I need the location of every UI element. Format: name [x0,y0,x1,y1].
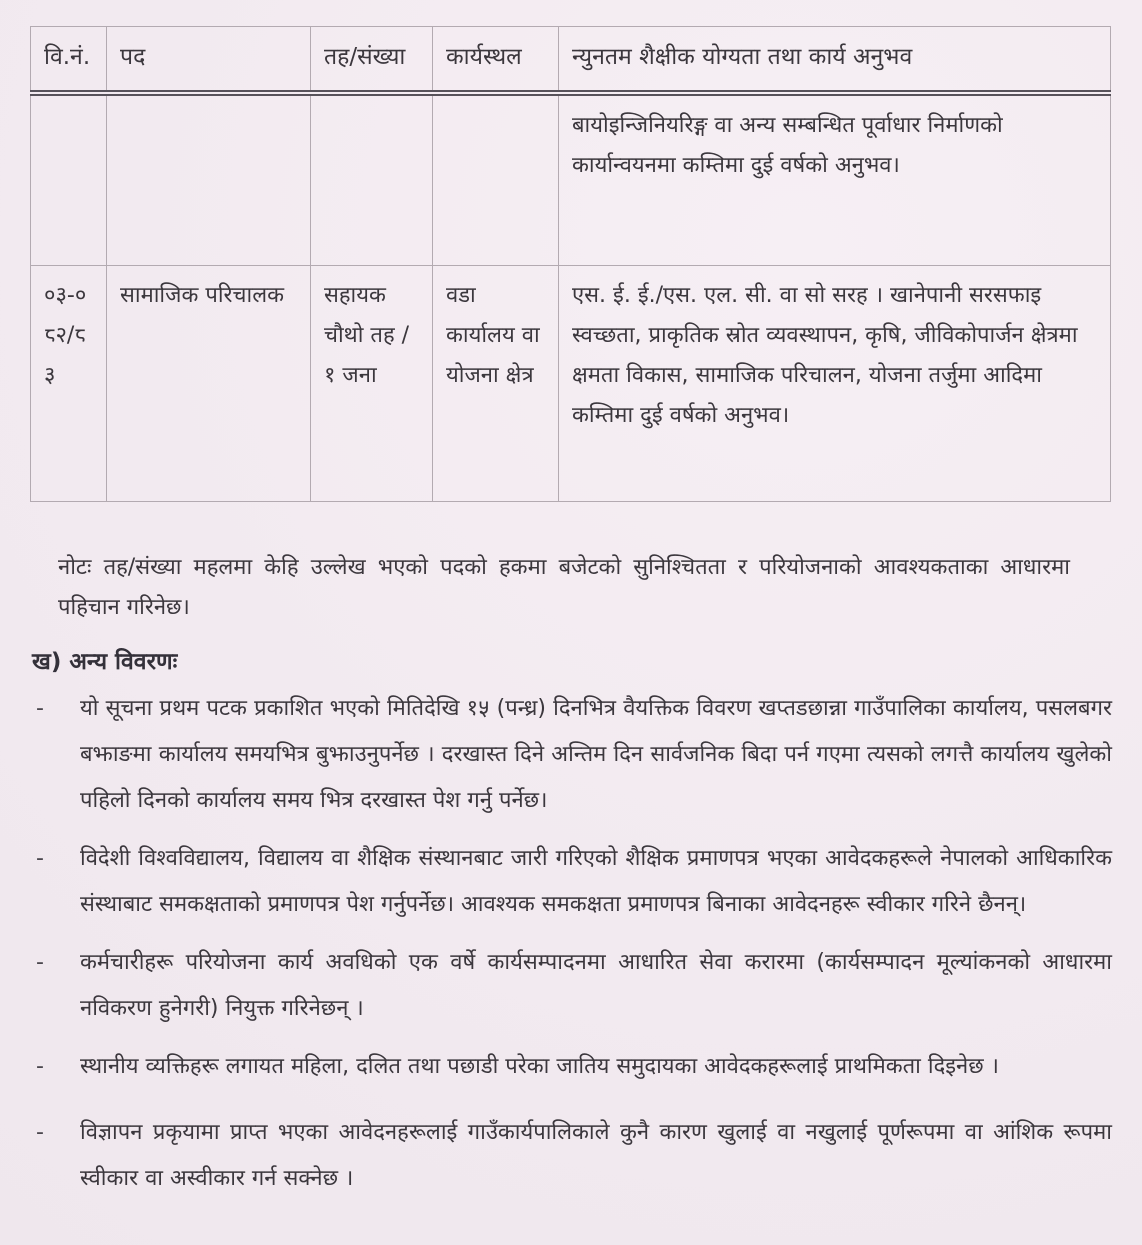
list-item [30,1110,1112,1202]
list-item-text: स्थानीय व्यक्तिहरू लगायत महिला, दलित तथा पछाडी परेका जातिय समुदायका आवेदकहरूलाई प्राथमिकता दिइनेछ । [80,1053,1000,1079]
cell-level-count [311,93,433,265]
other-details-list [30,686,1112,1202]
bullet-dash-icon: - [36,1053,44,1079]
cell-post: सामाजिक परिचालक [107,265,311,501]
cell-qualification: बायोइन्जिनियरिङ्ग वा अन्य सम्बन्धित पूर्वाधार निर्माणको कार्यान्वयनमा कम्तिमा दुई वर्षको अनुभव। [559,93,1111,265]
header-advert-number: वि.नं. [31,27,107,94]
table-row [31,265,1111,501]
header-post: पद [107,27,311,94]
cell-workplace: वडा कार्यालय वा योजना क्षेत्र [433,265,559,501]
list-item [30,686,1112,824]
table-note: नोटः तह/संख्या महलमा केहि उल्लेख भएको पदको हकमा बजेटको सुनिश्चितता र परियोजनाको आवश्यकताका आधारमा पहिचान गरिनेछ। [58,554,1070,620]
bullet-dash-icon: - [36,949,44,975]
bullet-dash-icon: - [36,695,44,721]
cell-advert-number [31,93,107,265]
cell-advert-number: ०३-०८२/८३ [31,265,107,501]
cell-workplace [433,93,559,265]
section-heading-other-details: ख) अन्य विवरणः [32,648,178,675]
list-item-text: यो सूचना प्रथम पटक प्रकाशित भएको मितिदेखि १५ (पन्ध्र) दिनभित्र वैयक्तिक विवरण खप्तडछान्ना गाउँपालिका कार्यालय, पसलबगर बझाङमा कार्यालय समयभित्र बुझाउनुपर्नेछ । दरखास्त दिने अन्तिम दिन सार्वजनिक बिदा पर्न गएमा त्यसको लगत्तै कार्यालय खुलेको पहिलो दिनको कार्यालय समय भित्र दरखास्त पेश गर्नु पर्नेछ। [80,695,1112,813]
list-item [30,836,1112,928]
list-item [30,940,1112,1032]
bullet-dash-icon: - [36,1119,44,1145]
header-workplace: कार्यस्थल [433,27,559,94]
cell-level-count: सहायक चौथो तह / १ जना [311,265,433,501]
table-row [31,93,1111,265]
list-item [30,1044,1112,1090]
header-level-count: तह/संख्या [311,27,433,94]
header-qualification: न्युनतम शैक्षीक योग्यता तथा कार्य अनुभव [559,27,1111,94]
table-header-row [31,27,1111,94]
list-item-text: कर्मचारीहरू परियोजना कार्य अवधिको एक वर्षे कार्यसम्पादनमा आधारित सेवा करारमा (कार्यसम्पादन मूल्यांकनको आधारमा नविकरण हुनेगरी) नियुक्त गरिनेछन् । [80,949,1112,1021]
bullet-dash-icon: - [36,845,44,871]
list-item-text: विज्ञापन प्रकृयामा प्राप्त भएका आवेदनहरूलाई गाउँकार्यपालिकाले कुनै कारण खुलाई वा नखुलाई पूर्णरूपमा वा आंशिक रूपमा स्वीकार वा अस्वीकार गर्न सक्नेछ । [80,1119,1112,1191]
cell-qualification: एस. ई. ई./एस. एल. सी. वा सो सरह । खानेपानी सरसफाइ स्वच्छता, प्राकृतिक स्रोत व्यवस्थापन, कृषि, जीविकोपार्जन क्षेत्रमा क्षमता विकास, सामाजिक परिचालन, योजना तर्जुमा आदिमा कम्तिमा दुई वर्षको अनुभव। [559,265,1111,501]
vacancy-table [30,26,1111,502]
cell-post [107,93,311,265]
list-item-text: विदेशी विश्वविद्यालय, विद्यालय वा शैक्षिक संस्थानबाट जारी गरिएको शैक्षिक प्रमाणपत्र भएका आवेदकहरूले नेपालको आधिकारिक संस्थाबाट समकक्षताको प्रमाणपत्र पेश गर्नुपर्नेछ। आवश्यक समकक्षता प्रमाणपत्र बिनाका आवेदनहरू स्वीकार गरिने छैनन्। [80,845,1112,917]
